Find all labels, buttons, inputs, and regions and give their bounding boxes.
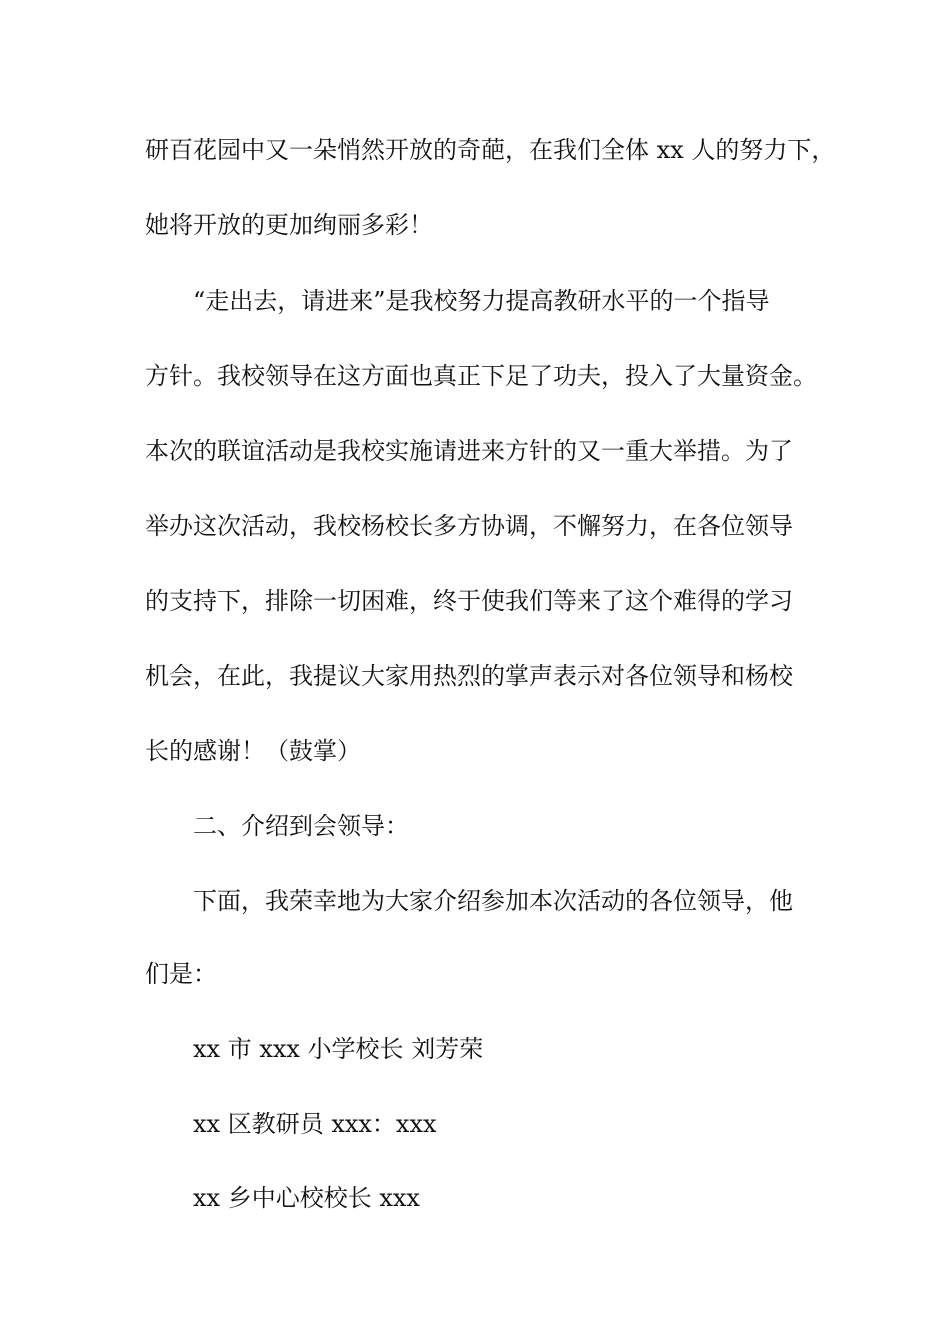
- leader-entry-3: xx 乡中心校校长 xxx: [193, 1184, 420, 1212]
- paragraph-line-2: 她将开放的更加绚丽多彩！: [145, 211, 433, 239]
- paragraph-line-9: 长的感谢！（鼓掌）: [145, 737, 361, 765]
- paragraph-line-5: 本次的联谊活动是我校实施请进来方针的又一重大举措。为了: [145, 437, 793, 465]
- paragraph-line-3: “走出去，请进来”是我校努力提高教研水平的一个指导: [193, 287, 770, 315]
- paragraph-line-4: 方针。我校领导在这方面也真正下足了功夫，投入了大量资金。: [145, 362, 817, 390]
- section-heading: 二、介绍到会领导：: [193, 812, 409, 840]
- paragraph-line-7: 的支持下，排除一切困难，终于使我们等来了这个难得的学习: [145, 587, 793, 615]
- leader-entry-1: xx 市 xxx 小学校长 刘芳荣: [193, 1035, 484, 1063]
- paragraph-line-12: 们是：: [145, 960, 217, 988]
- paragraph-line-11: 下面，我荣幸地为大家介绍参加本次活动的各位领导，他: [193, 887, 793, 915]
- leader-entry-2: xx 区教研员 xxx：xxx: [193, 1110, 437, 1138]
- paragraph-line-6: 举办这次活动，我校杨校长多方协调，不懈努力，在各位领导: [145, 512, 793, 540]
- paragraph-line-8: 机会，在此，我提议大家用热烈的掌声表示对各位领导和杨校: [145, 662, 793, 690]
- paragraph-line-1: 研百花园中又一朵悄然开放的奇葩，在我们全体 xx 人的努力下，: [145, 136, 836, 164]
